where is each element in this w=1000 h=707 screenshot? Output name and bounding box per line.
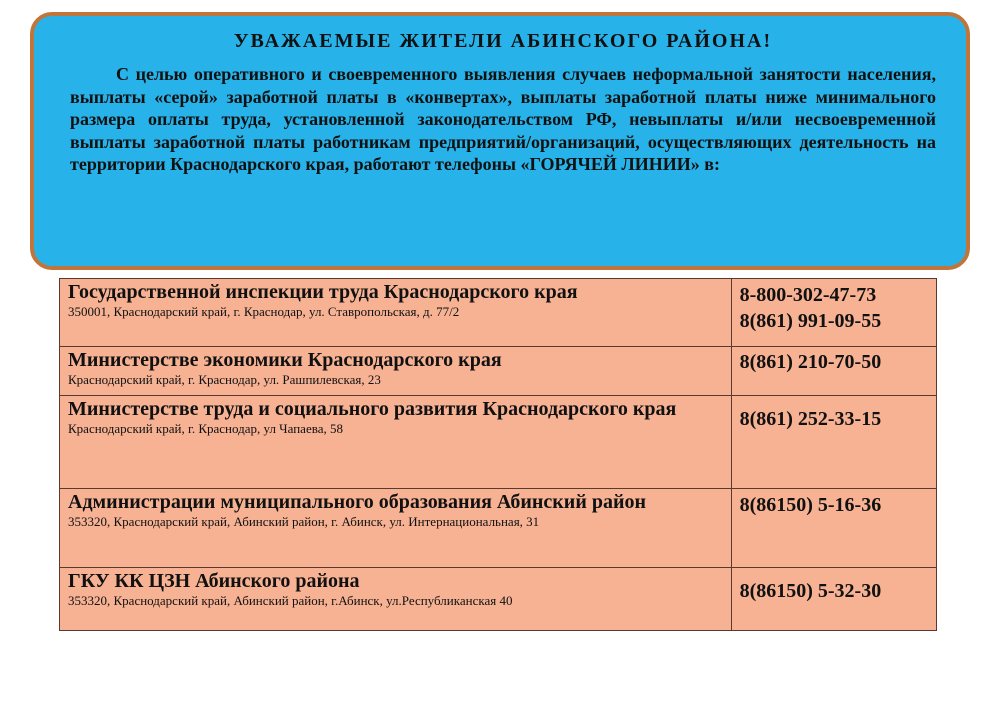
phone-cell bbox=[731, 396, 936, 489]
phone-number: 8(861) 252-33-15 bbox=[739, 408, 882, 430]
org-name: ГКУ КК ЦЗН Абинского района bbox=[68, 570, 360, 592]
org-address: 350001, Краснодарский край, г. Краснодар, ул. Ставропольская, д. 77/2 bbox=[68, 304, 460, 319]
phone-cell bbox=[731, 568, 936, 631]
org-name: Администрации муниципального образования Абинский район bbox=[68, 491, 647, 513]
org-cell bbox=[60, 347, 732, 396]
phone-cell bbox=[731, 279, 936, 347]
phone-cell bbox=[731, 489, 936, 568]
phone-number: 8(861) 210-70-50 bbox=[739, 351, 882, 373]
org-cell bbox=[60, 568, 732, 631]
table-row bbox=[60, 489, 937, 568]
org-cell bbox=[60, 396, 732, 489]
phone-cell bbox=[731, 347, 936, 396]
table-row bbox=[60, 396, 937, 489]
announcement-banner bbox=[30, 12, 970, 270]
org-address: Краснодарский край, г. Краснодар, ул. Рашпилевская, 23 bbox=[68, 372, 381, 387]
org-name: Министерстве экономики Краснодарского края bbox=[68, 349, 502, 371]
phone-number: 8-800-302-47-73 bbox=[739, 284, 877, 306]
hotline-contacts-table bbox=[59, 278, 937, 631]
org-name: Государственной инспекции труда Краснодарского края bbox=[68, 281, 578, 303]
banner-title: УВАЖАЕМЫЕ ЖИТЕЛИ АБИНСКОГО РАЙОНА! bbox=[233, 30, 773, 52]
org-cell bbox=[60, 279, 732, 347]
table-row bbox=[60, 279, 937, 347]
org-address: 353320, Краснодарский край, Абинский район, г.Абинск, ул.Республиканская 40 bbox=[68, 593, 513, 608]
phone-number: 8(86150) 5-32-30 bbox=[739, 580, 882, 602]
phone-number: 8(861) 991-09-55 bbox=[739, 310, 882, 332]
table-row bbox=[60, 347, 937, 396]
org-cell bbox=[60, 489, 732, 568]
org-address: Краснодарский край, г. Краснодар, ул Чапаева, 58 bbox=[68, 421, 343, 436]
banner-text: С целью оперативного и своевременного выявления случаев неформальной занятости населения, выплаты «серой» заработной платы в «конвертах», выплаты заработной платы ниже минимального размера оплаты труда, установленной законодательством РФ, невыплаты и/или несвоевременной выплаты заработной платы работникам предприятий/организаций, осуществляющих деятельность на территории Краснодарского края, работают телефоны «ГОРЯЧЕЙ ЛИНИИ» в: bbox=[70, 64, 936, 174]
org-address: 353320, Краснодарский край, Абинский район, г. Абинск, ул. Интернациональная, 31 bbox=[68, 514, 540, 529]
phone-number: 8(86150) 5-16-36 bbox=[739, 494, 882, 516]
org-name: Министерстве труда и социального развития Краснодарского края bbox=[68, 398, 677, 420]
table-row bbox=[60, 568, 937, 631]
